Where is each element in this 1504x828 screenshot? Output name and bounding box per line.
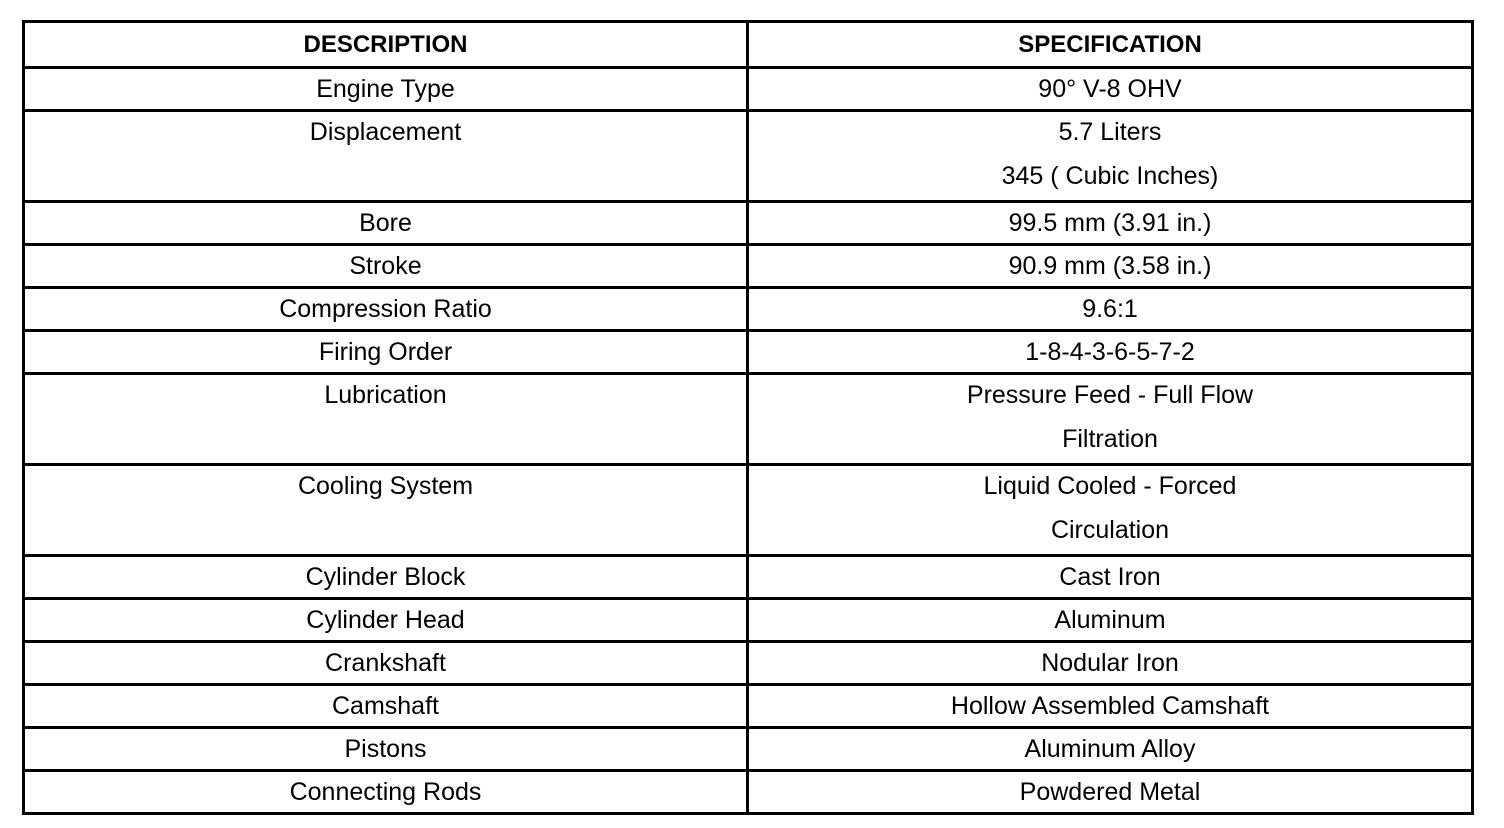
description-cell [24, 685, 748, 728]
engine-specification-table [22, 20, 1474, 815]
description-cell [24, 465, 748, 556]
description-text: Crankshaft [325, 649, 446, 677]
description-cell [24, 728, 748, 771]
specification-text: 9.6:1 [1082, 295, 1138, 323]
description-text: Cooling System [297, 472, 474, 500]
table-row [24, 245, 1473, 288]
specification-text: Nodular Iron [1041, 649, 1179, 677]
description-cell [24, 642, 748, 685]
table-row [24, 465, 1473, 556]
description-cell [24, 331, 748, 374]
description-cell [24, 374, 748, 465]
specification-text: Liquid Cooled - Forced [983, 472, 1237, 500]
specification-cell [748, 331, 1473, 374]
description-text: Stroke [349, 252, 422, 280]
table-row [24, 556, 1473, 599]
description-cell [24, 68, 748, 111]
table-row [24, 111, 1473, 202]
description-text: Engine Type [316, 75, 455, 103]
header-row [24, 22, 1473, 68]
table-body [24, 68, 1473, 814]
description-cell [24, 556, 748, 599]
specification-cell [748, 728, 1473, 771]
specification-text: Pressure Feed - Full Flow [966, 381, 1254, 409]
specification-text: Aluminum [1054, 606, 1166, 634]
specification-cell [748, 245, 1473, 288]
description-cell [24, 202, 748, 245]
description-cell [24, 599, 748, 642]
specification-text: 99.5 mm (3.91 in.) [1008, 209, 1212, 237]
specification-cell [748, 465, 1473, 556]
specification-text: Circulation [1050, 516, 1170, 544]
description-text: Lubrication [324, 381, 447, 409]
description-cell [24, 111, 748, 202]
table-row [24, 642, 1473, 685]
specification-cell [748, 556, 1473, 599]
specification-cell [748, 642, 1473, 685]
specification-cell [748, 685, 1473, 728]
table-row [24, 288, 1473, 331]
specification-text: Powdered Metal [1019, 778, 1201, 806]
description-text: Pistons [344, 735, 427, 763]
specification-text: 5.7 Liters [1058, 118, 1162, 146]
specification-header: SPECIFICATION [748, 22, 1473, 68]
table-row [24, 771, 1473, 814]
specification-cell [748, 111, 1473, 202]
specification-cell [748, 288, 1473, 331]
table-row [24, 599, 1473, 642]
specification-text: 345 ( Cubic Inches) [1001, 162, 1219, 190]
table-row [24, 374, 1473, 465]
specification-text: Cast Iron [1059, 563, 1161, 591]
table-row [24, 331, 1473, 374]
table-row [24, 685, 1473, 728]
table-row [24, 728, 1473, 771]
description-text: Cylinder Block [305, 563, 466, 591]
description-text: Cylinder Head [306, 606, 465, 634]
specification-cell [748, 599, 1473, 642]
description-text: Camshaft [332, 692, 439, 720]
specification-cell [748, 771, 1473, 814]
table-row [24, 202, 1473, 245]
specification-text: Aluminum Alloy [1024, 735, 1196, 763]
description-text: Firing Order [318, 338, 453, 366]
specification-text: 1-8-4-3-6-5-7-2 [1025, 338, 1195, 366]
specification-text: 90.9 mm (3.58 in.) [1008, 252, 1212, 280]
description-cell [24, 288, 748, 331]
description-cell [24, 245, 748, 288]
specification-cell [748, 68, 1473, 111]
description-text: Displacement [309, 118, 462, 146]
description-text: Bore [359, 209, 412, 237]
description-cell [24, 771, 748, 814]
description-header: DESCRIPTION [24, 22, 748, 68]
specification-cell [748, 202, 1473, 245]
specification-text: Filtration [1062, 425, 1158, 453]
specification-cell [748, 374, 1473, 465]
description-text: Connecting Rods [289, 778, 482, 806]
specification-text: 90° V-8 OHV [1038, 75, 1182, 103]
specification-text: Hollow Assembled Camshaft [950, 692, 1270, 720]
description-text: Compression Ratio [279, 295, 492, 323]
table-row [24, 68, 1473, 111]
